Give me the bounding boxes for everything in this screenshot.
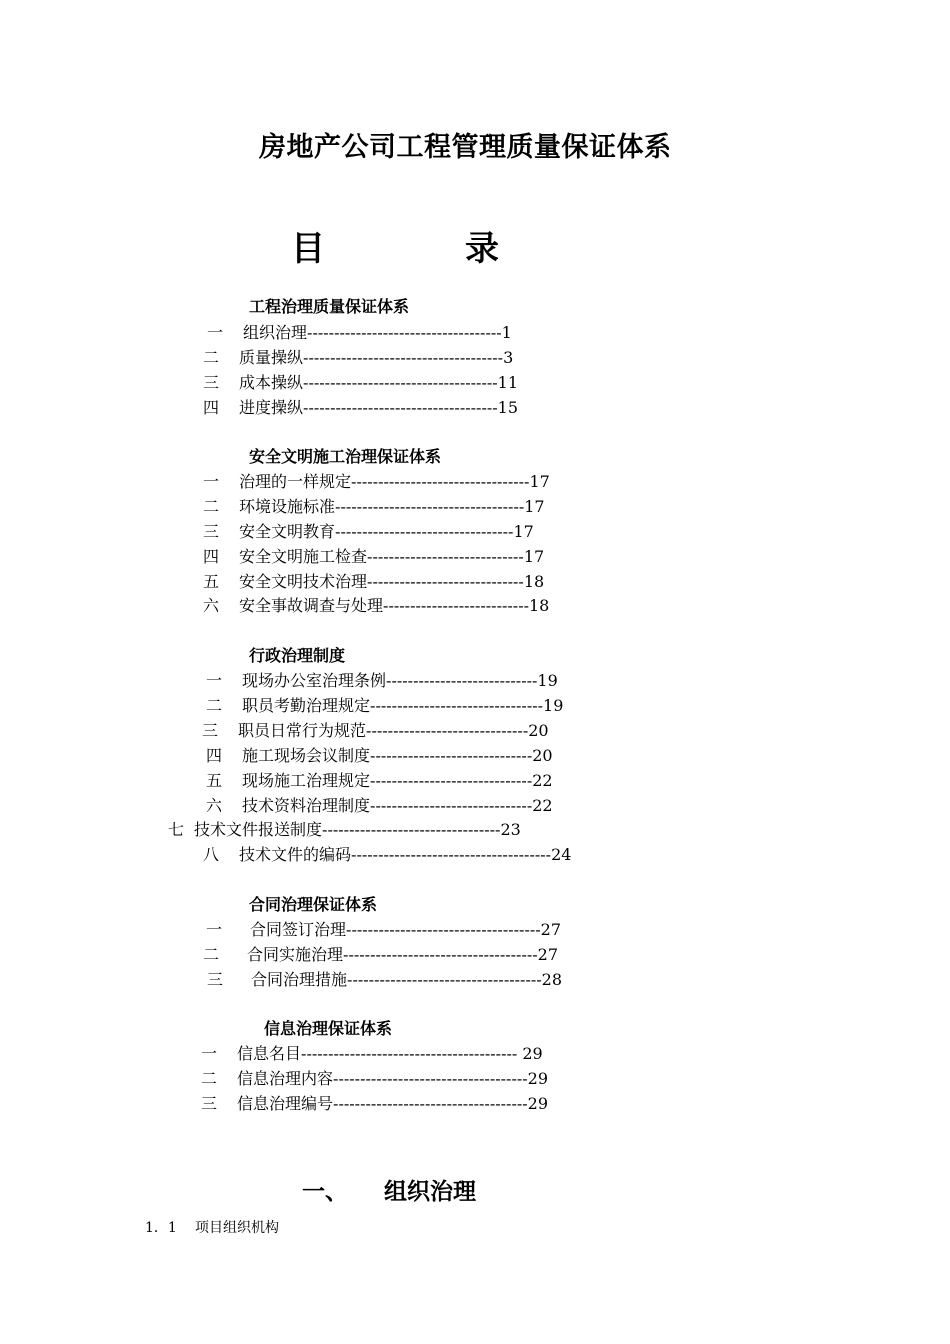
toc-entry-leader: ------------------------------ [370,796,533,815]
toc-entry[interactable] [203,474,550,490]
toc-entry-page: 24 [551,845,572,864]
toc-entry-label: 施工现场会议制度 [242,746,371,765]
toc-entry-label: 成本操纵 [239,373,304,392]
toc-entry-number: 三 [207,970,224,989]
toc-entry[interactable] [203,400,518,416]
toc-entry-leader: ----------------------------------- [335,497,525,516]
toc-entry-leader: ------------------------------------ [333,1069,528,1088]
toc-entry-label: 信息名目 [237,1044,302,1063]
toc-section-title: 行政治理制度 [249,646,346,665]
toc-entry-label: 技术资料治理制度 [242,796,371,815]
toc-entry-number: 二 [201,1069,218,1088]
toc-entry-leader: ------------------------------------ [346,920,541,939]
toc-entry-label: 信息治理编号 [237,1094,334,1113]
toc-entry-number: 三 [203,373,220,392]
toc-entry-label: 职员考勤治理规定 [242,696,371,715]
toc-entry-leader: ------------------------------ [366,721,529,740]
paragraph-text: 项目组织机构 [195,1220,279,1236]
toc-entry-label: 环境设施标准 [239,497,336,516]
toc-entry-label: 现场办公室治理条例 [242,671,387,690]
toc-entry-label: 信息治理内容 [237,1069,334,1088]
toc-entry-leader: ------------------------------------ [303,398,498,417]
toc-entry[interactable] [201,1071,548,1087]
toc-entry-label: 现场施工治理规定 [242,771,371,790]
toc-entry-number: 三 [203,522,220,541]
toc-entry-page: 18 [523,572,545,591]
toc-entry[interactable] [203,574,544,590]
toc-entry[interactable] [206,698,563,714]
toc-entry-number: 四 [203,398,220,417]
toc-entry-label: 组织治理 [243,323,308,342]
toc-entry-page: 27 [540,920,562,939]
toc-entry-page: 17 [523,547,545,566]
toc-entry[interactable] [203,947,558,963]
toc-heading-right: 录 [465,229,499,269]
toc-entry-label: 治理的一样规定 [239,472,352,491]
toc-entry-page: 22 [532,771,553,790]
toc-entry-label: 质量操纵 [239,348,304,367]
document-title: 房地产公司工程管理质量保证体系 [259,132,672,163]
toc-entry-page: 20 [532,746,553,765]
toc-entry[interactable] [203,499,545,515]
toc-entry[interactable] [206,748,553,764]
toc-entry-page: 29 [527,1069,549,1088]
toc-entry-page: 17 [513,522,534,541]
toc-entry-page: 29 [527,1094,549,1113]
toc-entry-number: 五 [206,771,223,790]
toc-entry-page: 3 [503,348,514,367]
toc-entry[interactable] [207,325,512,341]
toc-entry-leader: ------------------------------------- [303,348,504,367]
toc-entry-page: 23 [500,820,521,839]
toc-entry-label: 安全文明技术治理 [239,572,368,591]
toc-entry-number: 一 [203,472,220,491]
toc-entry[interactable] [201,1046,543,1062]
toc-entry-label: 安全文明教育 [239,522,336,541]
toc-entry-page: 17 [529,472,550,491]
toc-entry-number: 二 [203,945,220,964]
toc-entry-label: 安全文明施工检查 [239,547,368,566]
toc-entry-number: 三 [201,1094,218,1113]
toc-entry-leader: --------------------------------- [351,472,530,491]
toc-entry-leader: ------------------------------------ [347,970,542,989]
toc-entry-number: 六 [203,596,220,615]
toc-entry-number: 一 [206,920,223,939]
toc-section-title: 工程治理质量保证体系 [249,297,410,316]
toc-entry[interactable] [206,773,553,789]
chapter-number: 一、 [302,1179,348,1205]
toc-section-title: 合同治理保证体系 [249,895,378,914]
toc-entry[interactable] [203,847,571,863]
toc-entry-page: 20 [528,721,549,740]
toc-entry-leader: --------------------------------- [322,820,501,839]
toc-entry-label: 进度操纵 [239,398,304,417]
toc-entry-page: 17 [524,497,545,516]
toc-entry[interactable] [203,375,518,391]
toc-entry-number: 四 [203,547,220,566]
toc-entry-leader: ------------------------------ [370,746,533,765]
chapter-title: 组织治理 [384,1179,476,1205]
toc-entry-leader: ------------------------------------ [307,323,502,342]
toc-entry[interactable] [203,524,534,540]
toc-entry[interactable] [206,673,558,689]
toc-entry-number: 三 [202,721,219,740]
toc-entry-label: 技术文件的编码 [239,845,352,864]
toc-entry-leader: ------------------------------------- [351,845,552,864]
toc-entry-number: 二 [206,696,223,715]
toc-entry-number: 二 [203,348,220,367]
toc-entry-number: 八 [203,845,220,864]
toc-entry-page: 1 [501,323,512,342]
toc-entry-page: 11 [497,373,519,392]
toc-section-title: 信息治理保证体系 [264,1019,393,1038]
toc-entry-label: 职员日常行为规范 [238,721,367,740]
toc-entry-leader: ----------------------------- [367,572,524,591]
toc-entry-leader: ---------------------------------------- [301,1044,523,1063]
toc-entry-leader: --------------------------------- [335,522,514,541]
toc-entry-number: 一 [206,671,223,690]
toc-entry-leader: --------------------------- [383,596,529,615]
toc-entry-page: 19 [537,671,558,690]
toc-entry[interactable] [201,1096,548,1112]
toc-entry-number: 一 [207,323,224,342]
toc-entry[interactable] [203,350,513,366]
toc-entry[interactable] [207,972,562,988]
toc-entry-label: 合同签订治理 [250,920,347,939]
toc-entry-number: 六 [206,796,223,815]
toc-entry-leader: ---------------------------- [386,671,538,690]
toc-entry-number: 五 [203,572,220,591]
toc-entry-leader: ------------------------------------ [333,1094,528,1113]
toc-entry[interactable] [202,723,549,739]
toc-entry[interactable] [203,598,549,614]
toc-entry[interactable] [206,798,553,814]
toc-entry[interactable] [206,922,561,938]
toc-heading-left: 目 [291,229,325,269]
toc-entry-number: 四 [206,746,223,765]
toc-entry-leader: -------------------------------- [370,696,544,715]
toc-entry-leader: ------------------------------------ [303,373,498,392]
toc-entry-label: 合同治理措施 [251,970,348,989]
toc-entry-page: 27 [537,945,559,964]
toc-entry-page: 15 [497,398,519,417]
toc-entry-leader: ------------------------------------ [343,945,538,964]
toc-entry-label: 技术文件报送制度 [194,820,323,839]
toc-entry[interactable] [168,822,521,838]
toc-entry-page: 18 [529,596,550,615]
toc-entry-page: 28 [541,970,563,989]
toc-entry-page: 19 [543,696,564,715]
toc-entry-number: 一 [201,1044,218,1063]
toc-section-title: 安全文明施工治理保证体系 [249,447,442,466]
paragraph-number: 1．1 [145,1220,177,1236]
toc-entry-label: 安全事故调查与处理 [239,596,384,615]
toc-entry-label: 合同实施治理 [247,945,344,964]
toc-entry[interactable] [203,549,544,565]
toc-entry-number: 七 [168,820,185,839]
toc-entry-page: 22 [532,796,553,815]
toc-entry-leader: ----------------------------- [367,547,524,566]
toc-entry-page: 29 [522,1044,543,1063]
toc-entry-number: 二 [203,497,220,516]
toc-entry-leader: ------------------------------ [370,771,533,790]
